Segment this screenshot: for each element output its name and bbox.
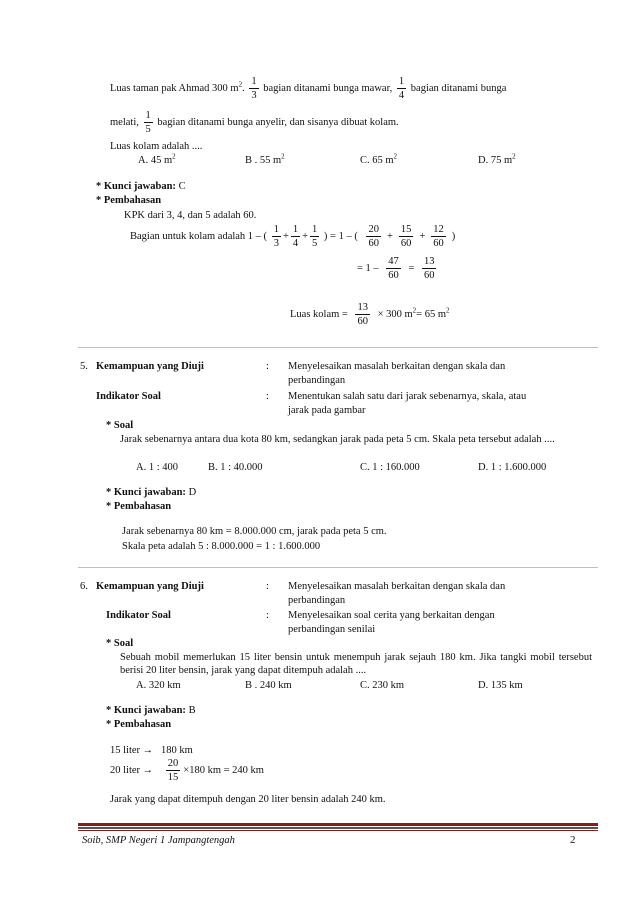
numerator: 47 [386, 256, 401, 269]
luas-label: Luas kolam = [290, 308, 348, 320]
line2-b: ×180 km = 240 km [183, 764, 264, 776]
denominator: 60 [368, 238, 379, 250]
option-label: B . 55 m [245, 155, 282, 166]
numerator: 20 [366, 224, 381, 237]
numerator: 1 [249, 76, 258, 89]
q4-stem-text-e: melati, [110, 116, 139, 128]
q5-option-c: C. 1 : 160.000 [360, 462, 420, 473]
denominator: 60 [423, 270, 435, 282]
fraction [249, 76, 258, 101]
denominator: 60 [400, 238, 412, 250]
q4-option-d [478, 154, 516, 167]
kunci-value: B [188, 705, 196, 716]
kunci-label: * Kunci jawaban: [106, 705, 186, 716]
q5-kemampuan-value-1: Menyelesaikan masalah berkaitan dengan skala dan [288, 361, 506, 372]
denominator: 60 [433, 238, 444, 250]
q4-stem-text-b: . [242, 82, 245, 94]
mid-text: ) = 1 – ( [323, 230, 358, 242]
numerator: 13 [422, 256, 437, 269]
fraction [166, 758, 181, 783]
numerator: 1 [144, 110, 153, 123]
q6-pembahasan-label: * Pembahasan [106, 719, 172, 730]
q6-option-b: B . 240 km [245, 680, 292, 691]
q4-line2 [357, 256, 441, 281]
plus: + [282, 230, 289, 242]
q4-kpk: KPK dari 3, 4, dan 5 adalah 60. [124, 210, 257, 221]
q4-question: Luas kolam adalah .... [110, 141, 203, 152]
q4-kunci [96, 180, 186, 193]
q5-indikator-value-2: jarak pada gambar [288, 405, 366, 416]
q4-option-b [245, 154, 285, 167]
q5-indikator-label: Indikator Soal [96, 391, 161, 402]
q4-stem-line2 [110, 110, 399, 135]
line1-a: 15 liter → [110, 745, 154, 756]
q5-kemampuan-colon: : [266, 361, 269, 372]
sup: 2 [512, 152, 516, 161]
kunci-value: C [178, 181, 186, 192]
numerator: 15 [399, 224, 414, 237]
luas-rest-b: = 65 m [416, 308, 447, 320]
fraction [431, 224, 446, 249]
q4-stem-text-c: bagian ditanami bunga mawar, [263, 82, 393, 94]
q6-kemampuan-value-1: Menyelesaikan masalah berkaitan dengan skala dan [288, 581, 506, 592]
q6-kunci [106, 704, 196, 717]
luas-rest-a: × 300 m [377, 308, 413, 320]
line2-a: 20 liter → [110, 764, 154, 776]
numerator: 20 [166, 758, 181, 771]
numerator: 1 [272, 224, 281, 237]
q6-kemampuan-label: Kemampuan yang Diuji [96, 581, 204, 592]
denominator: 4 [398, 90, 405, 102]
kunci-value: D [188, 487, 197, 498]
q6-line2 [110, 758, 264, 783]
q5-line2: Skala peta adalah 5 : 8.000.000 = 1 : 1.600.000 [122, 541, 321, 552]
bagian-label: Bagian untuk kolam adalah 1 – ( [130, 230, 268, 242]
option-label: D. 75 m [478, 155, 513, 166]
denominator: 3 [273, 238, 279, 250]
q5-soal-label: * Soal [106, 420, 134, 431]
option-label: A. 45 m [138, 155, 173, 166]
footer-rule-bottom [78, 830, 598, 831]
plus: + [302, 230, 309, 242]
sup: 2 [238, 80, 243, 89]
fraction [272, 224, 281, 249]
separator [78, 567, 598, 568]
q5-pembahasan-label: * Pembahasan [106, 501, 172, 512]
fraction [399, 224, 414, 249]
sup: 2 [446, 306, 450, 315]
footer-rule-mid [78, 827, 598, 829]
sup: 2 [393, 152, 398, 161]
q6-option-a: A. 320 km [136, 680, 181, 691]
fraction [366, 224, 381, 249]
q5-option-a: A. 1 : 400 [136, 462, 178, 473]
line1-b: 180 km [161, 745, 193, 756]
plus: + [386, 230, 393, 242]
denominator: 4 [292, 238, 299, 250]
q5-indikator-value-1: Menentukan salah satu dari jarak sebenarnya, skala, atau [288, 391, 527, 402]
numerator: 1 [291, 224, 300, 237]
q4-stem-text-d: bagian ditanami bunga [410, 82, 507, 94]
numerator: 1 [397, 76, 406, 89]
q6-kemampuan-colon: : [266, 581, 269, 592]
q6-kemampuan-value-2: perbandingan [288, 595, 346, 606]
fraction [355, 302, 370, 327]
q6-indikator-colon: : [266, 610, 269, 621]
option-label: C. 65 m [360, 155, 394, 166]
q5-indikator-colon: : [266, 391, 269, 402]
denominator: 5 [312, 238, 318, 250]
numerator: 12 [431, 224, 446, 237]
line2-text: = 1 – [357, 262, 379, 274]
numerator: 13 [355, 302, 370, 315]
q5-option-d: D. 1 : 1.600.000 [478, 462, 547, 473]
denominator: 15 [167, 772, 179, 784]
q4-pembahasan-label: * Pembahasan [96, 195, 162, 206]
q6-soal-label: * Soal [106, 638, 134, 649]
page-number: 2 [570, 834, 576, 846]
q5-soal-text: Jarak sebenarnya antara dua kota 80 km, sedangkan jarak pada peta 5 cm. Skala peta tersebut adalah .... [120, 434, 555, 445]
footer-rule-top [78, 823, 598, 826]
kunci-label: * Kunci jawaban: [106, 487, 186, 498]
kunci-label: * Kunci jawaban: [96, 181, 176, 192]
fraction [310, 224, 319, 249]
q4-option-a [138, 154, 176, 167]
q6-soal-text: Sebuah mobil memerlukan 15 liter bensin untuk menempuh jarak sejauh 180 km. Jika tangki mobil tersebut berisi 20 liter bensin, jarak yang dapat ditempuh adalah .... [120, 652, 592, 677]
fraction [397, 76, 406, 101]
q5-kemampuan-value-2: perbandingan [288, 375, 346, 386]
q4-stem-line1 [110, 76, 506, 101]
separator [78, 347, 598, 348]
fraction [422, 256, 437, 281]
q5-option-b: B. 1 : 40.000 [208, 462, 263, 473]
fraction [386, 256, 401, 281]
q5-kunci [106, 486, 196, 499]
equals: = [408, 262, 415, 274]
q4-stem-text-f: bagian ditanami bunga anyelir, dan sisanya dibuat kolam. [157, 116, 399, 128]
q6-indikator-label: Indikator Soal [106, 610, 171, 621]
numerator: 1 [310, 224, 319, 237]
q4-option-c [360, 154, 397, 167]
q6-conclusion: Jarak yang dapat ditempuh dengan 20 liter bensin adalah 240 km. [110, 794, 386, 805]
q5-kemampuan-label: Kemampuan yang Diuji [96, 361, 204, 372]
q6-indikator-value-2: perbandingan senilai [288, 624, 376, 635]
q4-bagian-line [130, 224, 455, 249]
q6-indikator-value-1: Menyelesaikan soal cerita yang berkaitan dengan [288, 610, 495, 621]
denominator: 60 [388, 270, 399, 282]
denominator: 3 [251, 90, 257, 102]
q4-luas [290, 302, 450, 327]
sup: 2 [412, 306, 417, 315]
q6-number: 6. [80, 581, 88, 592]
denominator: 5 [145, 124, 151, 136]
q5-line1: Jarak sebenarnya 80 km = 8.000.000 cm, jarak pada peta 5 cm. [122, 526, 387, 537]
q6-option-d: D. 135 km [478, 680, 523, 691]
sup: 2 [172, 152, 176, 161]
footer-rule [78, 823, 598, 831]
plus: + [419, 230, 426, 242]
q5-number: 5. [80, 361, 88, 372]
q6-line1 [110, 744, 193, 757]
fraction [291, 224, 300, 249]
close-paren: ) [451, 230, 456, 242]
footer-text: Soib, SMP Negeri 1 Jampangtengah [82, 835, 235, 846]
fraction [144, 110, 153, 135]
q6-option-c: C. 230 km [360, 680, 405, 691]
sup: 2 [281, 152, 285, 161]
q4-stem-text-a: Luas taman pak Ahmad 300 m [110, 82, 239, 94]
denominator: 60 [357, 316, 368, 328]
